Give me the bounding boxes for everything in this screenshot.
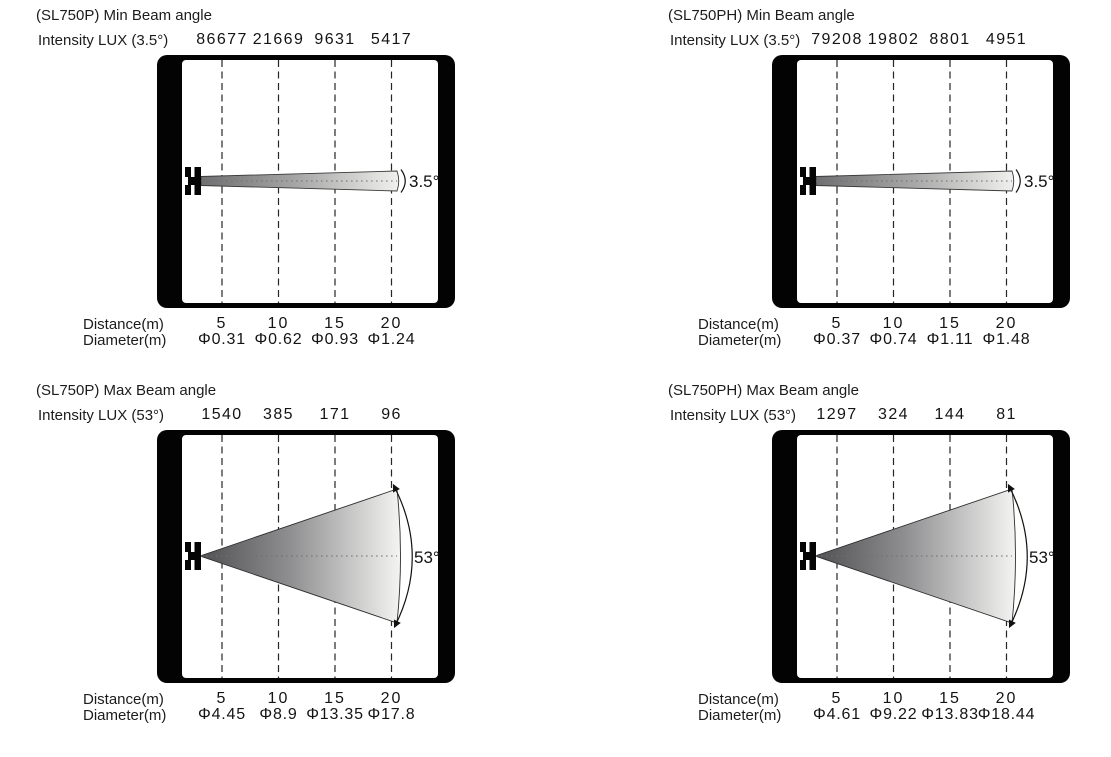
- intensity-label: Intensity LUX (53°): [670, 407, 797, 424]
- diameter-value: Φ17.8: [367, 706, 416, 723]
- panel-title: (SL750PH) Min Beam angle: [668, 7, 855, 24]
- distance-value: 15: [939, 315, 961, 332]
- intensity-value: 1297: [816, 406, 858, 423]
- diameter-value: Φ8.9: [259, 706, 298, 723]
- distance-value: 10: [267, 690, 290, 707]
- distance-values: [772, 690, 1070, 706]
- angle-label: 53°: [1029, 548, 1055, 567]
- distance-value: 20: [380, 690, 403, 707]
- beam-diagram: [157, 55, 455, 308]
- diameter-value: Φ4.45: [198, 706, 246, 723]
- distance-row: [36, 315, 576, 331]
- distance-value: 10: [267, 315, 290, 332]
- diameter-label: Diameter(m): [698, 707, 782, 724]
- diameter-label: Diameter(m): [83, 707, 167, 724]
- diameter-label: Diameter(m): [83, 332, 167, 349]
- diameter-value: Φ1.48: [982, 331, 1031, 348]
- intensity-values: [157, 406, 455, 427]
- intensity-values: [157, 31, 455, 52]
- diameter-label: Diameter(m): [698, 332, 782, 349]
- intensity-value: 324: [878, 406, 909, 423]
- intensity-value: 4951: [985, 31, 1028, 48]
- intensity-values: [772, 406, 1070, 427]
- intensity-value: 81: [996, 406, 1017, 423]
- diameter-value: Φ1.24: [367, 331, 416, 348]
- distance-value: 20: [995, 690, 1018, 707]
- intensity-value: 21669: [252, 31, 305, 48]
- diameter-values: [772, 331, 1070, 349]
- diameter-value: Φ13.83: [921, 706, 979, 723]
- diameter-row: [36, 706, 576, 724]
- distance-value: 15: [324, 690, 346, 707]
- intensity-value: 96: [381, 406, 402, 423]
- intensity-value: 9631: [314, 31, 356, 48]
- angle-label: 3.5°: [1024, 172, 1055, 191]
- beam-diagram: [157, 430, 455, 683]
- distance-value: 5: [216, 315, 228, 332]
- distance-value: 5: [216, 690, 228, 707]
- distance-label: Distance(m): [83, 316, 164, 333]
- distance-value: 5: [831, 690, 843, 707]
- intensity-value: 5417: [370, 31, 413, 48]
- intensity-value: 79208: [811, 31, 863, 48]
- intensity-value: 171: [319, 406, 351, 423]
- diameter-value: Φ13.35: [306, 706, 364, 723]
- panel-sl750ph-max-beam: [668, 383, 1111, 724]
- distance-value: 20: [380, 315, 403, 332]
- distance-value: 15: [939, 690, 961, 707]
- diameter-value: Φ4.61: [813, 706, 861, 723]
- diameter-value: Φ0.62: [254, 331, 303, 348]
- panel-title: (SL750P) Max Beam angle: [36, 382, 217, 399]
- diameter-value: Φ9.22: [869, 706, 918, 723]
- intensity-value: 19802: [867, 31, 920, 48]
- diameter-value: Φ0.93: [311, 331, 359, 348]
- diameter-values: [157, 331, 455, 349]
- distance-values: [772, 315, 1070, 331]
- intensity-label: Intensity LUX (3.5°): [670, 32, 801, 49]
- intensity-values: [772, 31, 1070, 52]
- distance-value: 20: [995, 315, 1018, 332]
- diameter-values: [772, 706, 1070, 724]
- intensity-row: [36, 31, 576, 52]
- diameter-row: [36, 331, 576, 349]
- beam-diagram: [772, 430, 1070, 683]
- distance-values: [157, 690, 455, 706]
- distance-value: 10: [882, 690, 905, 707]
- diameter-row: [668, 706, 1111, 724]
- panel-title: (SL750P) Min Beam angle: [36, 7, 212, 24]
- diameter-value: Φ0.74: [869, 331, 918, 348]
- diameter-value: Φ18.44: [977, 706, 1036, 723]
- diameter-value: Φ0.31: [198, 331, 246, 348]
- distance-values: [157, 315, 455, 331]
- distance-label: Distance(m): [698, 316, 779, 333]
- beam-diagram: [772, 55, 1070, 308]
- distance-label: Distance(m): [83, 691, 164, 708]
- diameter-value: Φ1.11: [926, 331, 974, 348]
- distance-row: [668, 315, 1111, 331]
- distance-value: 5: [831, 315, 843, 332]
- intensity-value: 385: [263, 406, 294, 423]
- panel-sl750p-max-beam: [36, 383, 576, 724]
- diameter-row: [668, 331, 1111, 349]
- intensity-value: 86677: [196, 31, 248, 48]
- panel-sl750ph-min-beam: [668, 8, 1111, 349]
- panel-title: (SL750PH) Max Beam angle: [668, 382, 859, 399]
- distance-value: 15: [324, 315, 346, 332]
- distance-value: 10: [882, 315, 905, 332]
- intensity-label: Intensity LUX (3.5°): [38, 32, 169, 49]
- intensity-row: [36, 406, 576, 427]
- panel-sl750p-min-beam: [36, 8, 576, 349]
- intensity-value: 8801: [929, 31, 971, 48]
- distance-row: [668, 690, 1111, 706]
- distance-label: Distance(m): [698, 691, 779, 708]
- intensity-value: 144: [934, 406, 966, 423]
- intensity-row: [668, 406, 1111, 427]
- distance-row: [36, 690, 576, 706]
- diameter-value: Φ0.37: [813, 331, 861, 348]
- intensity-label: Intensity LUX (53°): [38, 407, 165, 424]
- diameter-values: [157, 706, 455, 724]
- intensity-row: [668, 31, 1111, 52]
- intensity-value: 1540: [201, 406, 243, 423]
- angle-label: 53°: [414, 548, 440, 567]
- angle-label: 3.5°: [409, 172, 440, 191]
